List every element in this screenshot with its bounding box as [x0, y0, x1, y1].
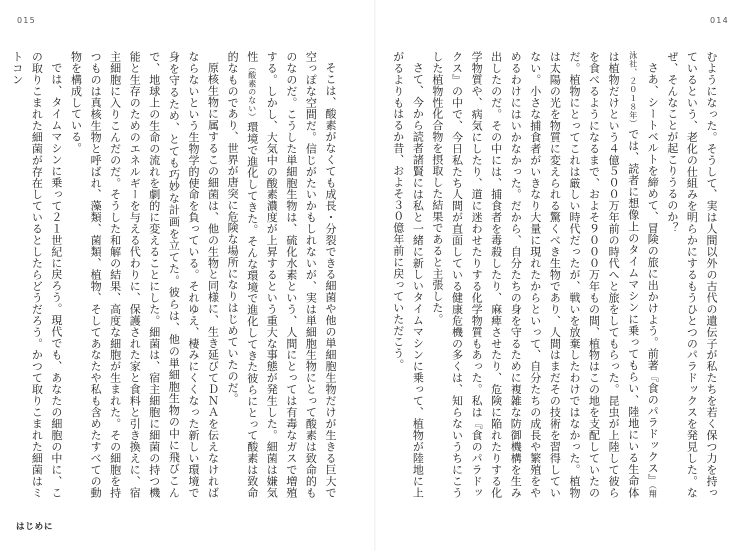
citation-note: （翔泳社、２０１８年） — [628, 51, 658, 498]
book-spine — [374, 0, 376, 551]
paragraph: さて、今から読者諸賢には私と一緒に新しいタイムマシンに乗って、植物が陸地に上がるよりもはるか昔、およそ３０億年前に戻っていただこう。 — [391, 51, 425, 498]
left-page-body — [10, 51, 340, 498]
page-number-right: 014 — [710, 16, 729, 25]
paragraph-text: 環境で進化してきた。そんな環境で進化してきた彼らにとって酸素は致命的なものであり、世界が唐突に危険な場所になりはじめていたのだ。 — [226, 51, 259, 498]
right-page-body — [391, 51, 721, 498]
paragraph-text: そこは、酸素がなくても成長・分裂できる細菌や他の単細胞生物だけが生きる巨大で空っぽな空間だ。信じがたいかもしれないが、実は単細胞生物にとって酸素は致命的ものなのだ。こうした単細胞生物は、硫化水素という、人間にとっては有毒なガスで増殖する。しかし、大気中の酸素濃度が上昇するという重大な事態が発生した。細菌は嫌気性 — [245, 51, 337, 498]
page-number-left: 015 — [17, 16, 36, 25]
paragraph: では、タイムマシンに乗って２１世紀に戻ろう。現代でも、あなたの細胞の中に、この取りこまれた細菌が存在しているとしたらどうだろう。かつて取りこまれた細菌はミトコン — [10, 51, 63, 498]
paragraph — [427, 51, 662, 498]
section-title: はじめに — [16, 522, 54, 532]
gloss-note: （酸素のない） — [247, 62, 257, 122]
paragraph-text: では、読者に想像上のタイムマシンに乗ってもらい、陸地にいる生命体は植物だけという４億５００万年前の時代へと旅をしてもらった。昆虫が上陸して彼らを食べるようになるまで、およそ９０００万年もの間、植物はこの地を支配していたのだ。植物にとってこれは厳しい時代だったが、戦いを放棄したわけではなかった。植物は太陽の光を物質に変えられる驚くべき生物であり、人間はまだその技術を習得していない。小さな捕食者がいきなり大量に現れたからといって、自分たちの成長や繁殖をやめるわけにはいかなかった。だから、自分たちの身を守るために複雑な防御機構を生み出したのだ。その中には、捕食者を毒殺したり、麻痺させたり、危険に陥れたりする化学物質や、病気にしたり、道に迷わせたりする化学物質もあった。私は『食のパラドックス』の中で、今日私たち人間が直面している健康危機の多くは、知らないうちにこうした植物性化合物を摂取した結果であると主張した。 — [430, 51, 640, 498]
paragraph: 原核生物に属するこの細菌は、他の生物と同様に、生き延びてＤＮＡを伝えなければならないという生物学的使命を負っている。それゆえ、棲みにくくなった新しい環境で身を守るため、とても巧妙な計画を立てた。彼らは、他の単細胞生物の中に飛びこんで、地球上の生命の流れを劇的に変えることにした。細菌は、宿主細胞に細菌の持つ機能と生存のためのエネルギーを与える代わりに、保護された家と食料と引き換えに、宿主細胞に入りこんだのだ。そうした和解の結果、高度な細胞が生まれた。その細胞を持つものは真核生物と呼ばれ、藻類、菌類、植物、そしてあなたや私も含めたすべての動物を構成している。 — [69, 51, 220, 498]
paragraph-text: さあ、シートベルトを締めて、冒険の旅に出かけよう。前著『食のパラドックス』 — [646, 62, 660, 486]
paragraph — [223, 51, 340, 498]
paragraph: むようになった。そうして、実は人間以外の古代の遺伝子が私たちを若く保つ力を持っているという、老化の仕組みを明らかにするもうひとつのパラドックスを発見した。なぜ、そんなことが起こりうるのか？ — [665, 51, 718, 498]
